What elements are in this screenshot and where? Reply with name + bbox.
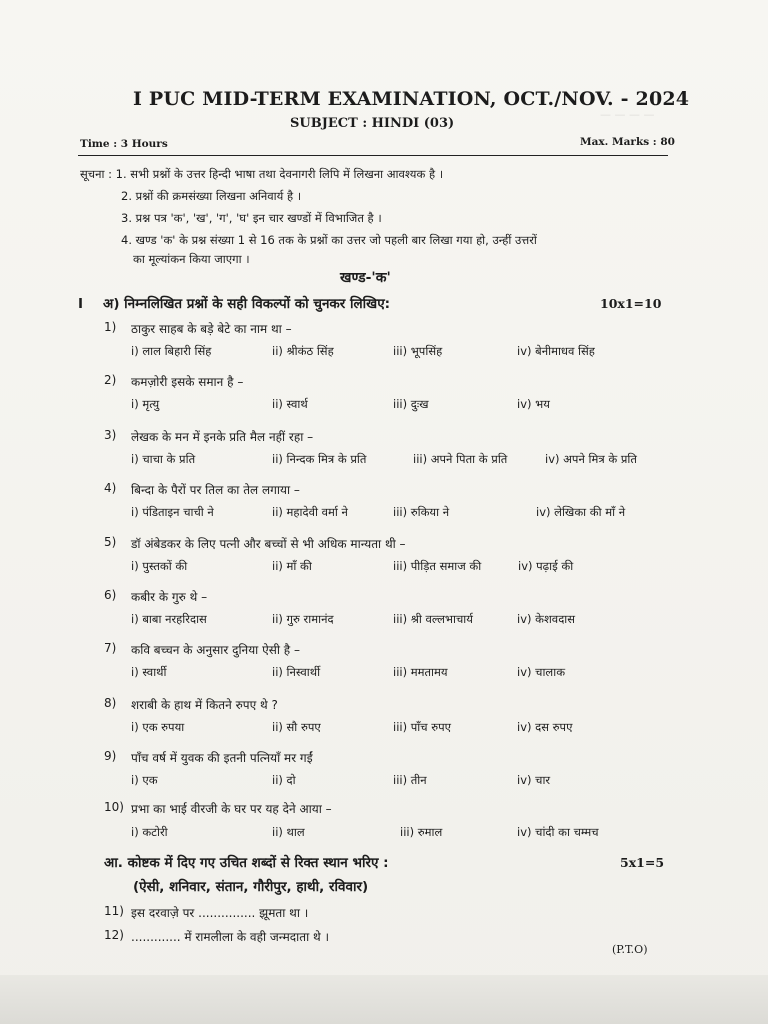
option: iv) पढ़ाई की bbox=[518, 559, 574, 573]
option: iv) केशवदास bbox=[517, 612, 576, 626]
option: ii) दो bbox=[272, 773, 296, 787]
option: iv) चांदी का चम्मच bbox=[517, 825, 599, 839]
question-number: 3) bbox=[104, 428, 117, 442]
option: ii) गुरु रामानंद bbox=[272, 612, 334, 626]
option: ii) श्रीकंठ सिंह bbox=[272, 344, 334, 358]
question-text: लेखक के मन में इनके प्रति मैल नहीं रहा – bbox=[131, 430, 314, 444]
question-number: 8) bbox=[104, 696, 117, 710]
option: ii) निस्वार्थी bbox=[272, 665, 321, 679]
instruction-3: 3. प्रश्न पत्र 'क', 'ख', 'ग', 'घ' इन चार खण्डों में विभाजित है । bbox=[121, 211, 382, 225]
question-number: 9) bbox=[104, 749, 117, 763]
option: i) पंडिताइन चाची ने bbox=[131, 505, 214, 519]
question-number: 1) bbox=[104, 320, 117, 334]
option: i) स्वार्थी bbox=[131, 665, 167, 679]
part2-marks: 5x1=5 bbox=[620, 855, 665, 870]
instruction-4-cont: का मूल्यांकन किया जाएगा । bbox=[133, 252, 250, 266]
question-number: 7) bbox=[104, 641, 117, 655]
option: iii) अपने पिता के प्रति bbox=[413, 452, 508, 466]
option: iii) दुःख bbox=[393, 397, 429, 411]
show-through-text: — — — — bbox=[600, 108, 655, 121]
section-heading: खण्ड-'क' bbox=[340, 270, 391, 286]
part1-marks: 10x1=10 bbox=[600, 296, 662, 311]
instruction-2: 2. प्रश्नों की क्रमसंख्या लिखना अनिवार्य है । bbox=[121, 189, 302, 203]
option: iii) ममतामय bbox=[393, 665, 448, 679]
part1-heading: अ) निम्नलिखित प्रश्नों के सही विकल्पों को चुनकर लिखिए: bbox=[103, 296, 391, 312]
question-number: 12) bbox=[104, 928, 124, 942]
option: ii) सौ रुपए bbox=[272, 720, 321, 734]
pto-label: (P.T.O) bbox=[612, 943, 648, 956]
question-number: 6) bbox=[104, 588, 117, 602]
part2-heading: आ. कोष्टक में दिए गए उचित शब्दों से रिक्त स्थान भरिए : bbox=[104, 855, 389, 871]
option: iii) पीड़ित समाज की bbox=[393, 559, 482, 573]
option: i) एक रुपया bbox=[131, 720, 185, 734]
option: ii) महादेवी वर्मा ने bbox=[272, 505, 348, 519]
page-bottom-edge bbox=[0, 975, 768, 1024]
question-number: 2) bbox=[104, 373, 117, 387]
instruction-4: 4. खण्ड 'क' के प्रश्न संख्या 1 से 16 तक के प्रश्नों का उत्तर जो पहली बार लिखा गया हो, उन्हीं उत्तरों bbox=[121, 233, 537, 247]
question-number: 4) bbox=[104, 481, 117, 495]
question-text: कमज़ोरी इसके समान है – bbox=[131, 375, 244, 389]
header-divider bbox=[78, 155, 668, 156]
instruction-1: सूचना : 1. सभी प्रश्नों के उत्तर हिन्दी भाषा तथा देवनागरी लिपि में लिखना आवश्यक है । bbox=[80, 167, 444, 181]
option: ii) माँ की bbox=[272, 559, 312, 573]
option: iii) श्री वल्लभाचार्य bbox=[393, 612, 473, 626]
exam-title: I PUC MID-TERM EXAMINATION, OCT./NOV. - 2024 bbox=[133, 88, 690, 110]
option: i) लाल बिहारी सिंह bbox=[131, 344, 212, 358]
option: iv) अपने मित्र के प्रति bbox=[545, 452, 637, 466]
time-allowed: Time : 3 Hours bbox=[80, 138, 168, 150]
option: ii) स्वार्थ bbox=[272, 397, 308, 411]
option: iii) भूपसिंह bbox=[393, 344, 443, 358]
option: iv) बेनीमाधव सिंह bbox=[517, 344, 595, 358]
option: i) चाचा के प्रति bbox=[131, 452, 196, 466]
option: iv) भय bbox=[517, 397, 550, 411]
option: iv) चार bbox=[517, 773, 551, 787]
option: ii) निन्दक मित्र के प्रति bbox=[272, 452, 367, 466]
option: iii) तीन bbox=[393, 773, 427, 787]
question-text: कवि बच्चन के अनुसार दुनिया ऐसी है – bbox=[131, 643, 300, 657]
option: iv) चालाक bbox=[517, 665, 566, 679]
option: iii) रुमाल bbox=[400, 825, 443, 839]
question-text: शराबी के हाथ में कितने रुपए थे ? bbox=[131, 698, 278, 712]
question-text: प्रभा का भाई वीरजी के घर पर यह देने आया – bbox=[131, 802, 332, 816]
question-text: बिन्दा के पैरों पर तिल का तेल लगाया – bbox=[131, 483, 300, 497]
option: i) कटोरी bbox=[131, 825, 168, 839]
option: ii) थाल bbox=[272, 825, 305, 839]
option: iii) रुकिया ने bbox=[393, 505, 450, 519]
option: iv) दस रुपए bbox=[517, 720, 573, 734]
question-text: इस दरवाज़े पर ............... झूमता था । bbox=[131, 906, 309, 920]
question-text: डॉ अंबेडकर के लिए पत्नी और बच्चों से भी अधिक मान्यता थी – bbox=[131, 537, 406, 551]
question-number: 10) bbox=[104, 800, 124, 814]
question-text: पाँच वर्ष में युवक की इतनी पत्नियाँ मर गईं bbox=[131, 751, 313, 765]
option: i) मृत्यु bbox=[131, 397, 160, 411]
question-number: 11) bbox=[104, 904, 124, 918]
option: i) पुस्तकों की bbox=[131, 559, 188, 573]
option: iii) पाँच रुपए bbox=[393, 720, 451, 734]
option: i) एक bbox=[131, 773, 158, 787]
question-text: ............. में रामलीला के वही जन्मदाता थे । bbox=[131, 930, 330, 944]
question-text: ठाकुर साहब के बड़े बेटे का नाम था – bbox=[131, 322, 292, 336]
question-number: 5) bbox=[104, 535, 117, 549]
word-bank: (ऐसी, शनिवार, संतान, गौरीपुर, हाथी, रविवार) bbox=[133, 879, 369, 895]
option: i) बाबा नरहरिदास bbox=[131, 612, 207, 626]
option: iv) लेखिका की माँ ने bbox=[536, 505, 626, 519]
question-text: कबीर के गुरु थे – bbox=[131, 590, 208, 604]
max-marks: Max. Marks : 80 bbox=[580, 136, 675, 148]
subject-line: SUBJECT : HINDI (03) bbox=[290, 116, 455, 131]
part-number: I bbox=[78, 296, 84, 312]
